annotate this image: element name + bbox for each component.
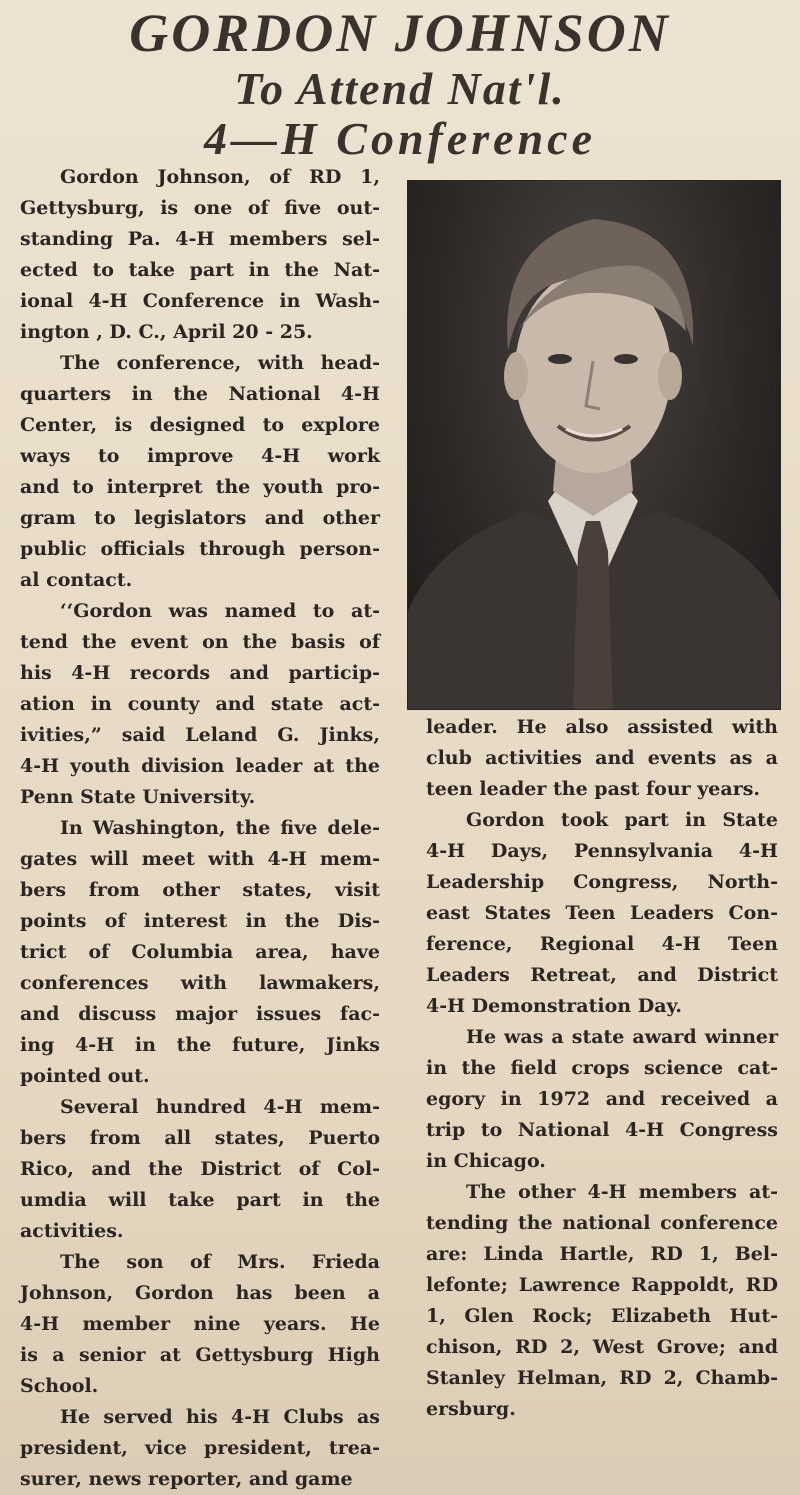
article-line: points of interest in the Dis- bbox=[20, 910, 380, 932]
article-line: ing 4-H in the future, Jinks bbox=[20, 1034, 380, 1056]
headline-subtitle: To Attend Nat'l. bbox=[234, 63, 566, 114]
article-line: tend the event on the basis of bbox=[20, 631, 380, 653]
article-line: 4-H member nine years. He bbox=[20, 1313, 380, 1335]
article-line: umdia will take part in the bbox=[20, 1189, 380, 1211]
article-line: in Chicago. bbox=[426, 1150, 546, 1172]
article-line: leader. He also assisted with bbox=[426, 716, 778, 738]
article-line: In Washington, the five dele- bbox=[60, 817, 380, 839]
article-line: gram to legislators and other bbox=[20, 507, 380, 529]
article-line: club activities and events as a bbox=[426, 747, 778, 769]
article-line: The conference, with head- bbox=[60, 352, 380, 374]
article-line: Rico, and the District of Col- bbox=[20, 1158, 380, 1180]
headline-name: GORDON JOHNSON bbox=[129, 3, 671, 63]
article-line: egory in 1972 and received a bbox=[426, 1088, 778, 1110]
portrait-illustration bbox=[408, 181, 780, 709]
article-line: ersburg. bbox=[426, 1398, 516, 1420]
portrait-photo bbox=[407, 180, 781, 710]
article-line: The son of Mrs. Frieda bbox=[60, 1251, 380, 1273]
article-line: Gettysburg, is one of five out- bbox=[20, 197, 380, 219]
article-line: ference, Regional 4-H Teen bbox=[426, 933, 778, 955]
article-line: 4-H Demonstration Day. bbox=[426, 995, 682, 1017]
article-line: 4-H Days, Pennsylvania 4-H bbox=[426, 840, 778, 862]
article-line: president, vice president, trea- bbox=[20, 1437, 380, 1459]
article-line: Several hundred 4-H mem- bbox=[60, 1096, 380, 1118]
article-line: and discuss major issues fac- bbox=[20, 1003, 380, 1025]
article-line: trip to National 4-H Congress bbox=[426, 1119, 778, 1141]
article-line: lefonte; Lawrence Rappoldt, RD bbox=[426, 1274, 778, 1296]
article-line: Gordon Johnson, of RD 1, bbox=[60, 166, 380, 188]
article-line: Leadership Congress, North- bbox=[426, 871, 778, 893]
article-line: are: Linda Hartle, RD 1, Bel- bbox=[426, 1243, 778, 1265]
article-line: standing Pa. 4-H members sel- bbox=[20, 228, 380, 250]
article-left-column bbox=[20, 162, 380, 1495]
article-line: The other 4-H members at- bbox=[466, 1181, 778, 1203]
article-line: public officials through person- bbox=[20, 538, 380, 560]
article-line: ation in county and state act- bbox=[20, 693, 380, 715]
article-line: conferences with lawmakers, bbox=[20, 972, 380, 994]
article-line: School. bbox=[20, 1375, 99, 1397]
article-line: quarters in the National 4-H bbox=[20, 383, 380, 405]
article-line: ional 4-H Conference in Wash- bbox=[20, 290, 380, 312]
article-line: He was a state award winner bbox=[466, 1026, 778, 1048]
article-line: teen leader the past four years. bbox=[426, 778, 761, 800]
article-right-column bbox=[426, 712, 778, 1425]
article-line: Leaders Retreat, and District bbox=[426, 964, 778, 986]
article-line: is a senior at Gettysburg High bbox=[20, 1344, 380, 1366]
article-line: Penn State University. bbox=[20, 786, 256, 808]
headline-conference: 4—H Conference bbox=[203, 113, 596, 164]
article-line: surer, news reporter, and game bbox=[20, 1468, 353, 1490]
article-line: pointed out. bbox=[20, 1065, 150, 1087]
article-line: his 4-H records and particip- bbox=[20, 662, 380, 684]
article-line: bers from other states, visit bbox=[20, 879, 380, 901]
article-line: ivities,” said Leland G. Jinks, bbox=[20, 724, 380, 746]
article-line: in the field crops science cat- bbox=[426, 1057, 778, 1079]
article-line: tending the national conference bbox=[426, 1212, 778, 1234]
article-line: 1, Glen Rock; Elizabeth Hut- bbox=[426, 1305, 778, 1327]
article-line: Johnson, Gordon has been a bbox=[20, 1282, 380, 1304]
article-line: al contact. bbox=[20, 569, 133, 591]
article-line: Gordon took part in State bbox=[466, 809, 778, 831]
article-line: Center, is designed to explore bbox=[20, 414, 380, 436]
article-line: ways to improve 4-H work bbox=[20, 445, 380, 467]
article-line: bers from all states, Puerto bbox=[20, 1127, 380, 1149]
article-line: ington , D. C., April 20 - 25. bbox=[20, 321, 313, 343]
article-line: east States Teen Leaders Con- bbox=[426, 902, 778, 924]
article-line: trict of Columbia area, have bbox=[20, 941, 380, 963]
article-line: ected to take part in the Nat- bbox=[20, 259, 380, 281]
article-line: He served his 4-H Clubs as bbox=[60, 1406, 380, 1428]
article-line: gates will meet with 4-H mem- bbox=[20, 848, 380, 870]
article-line: chison, RD 2, West Grove; and bbox=[426, 1336, 778, 1358]
article-line: and to interpret the youth pro- bbox=[20, 476, 380, 498]
article-line: activities. bbox=[20, 1220, 124, 1242]
article-line: ‘‘Gordon was named to at- bbox=[60, 600, 380, 622]
article-line: 4-H youth division leader at the bbox=[20, 755, 380, 777]
article-line: Stanley Helman, RD 2, Chamb- bbox=[426, 1367, 778, 1389]
